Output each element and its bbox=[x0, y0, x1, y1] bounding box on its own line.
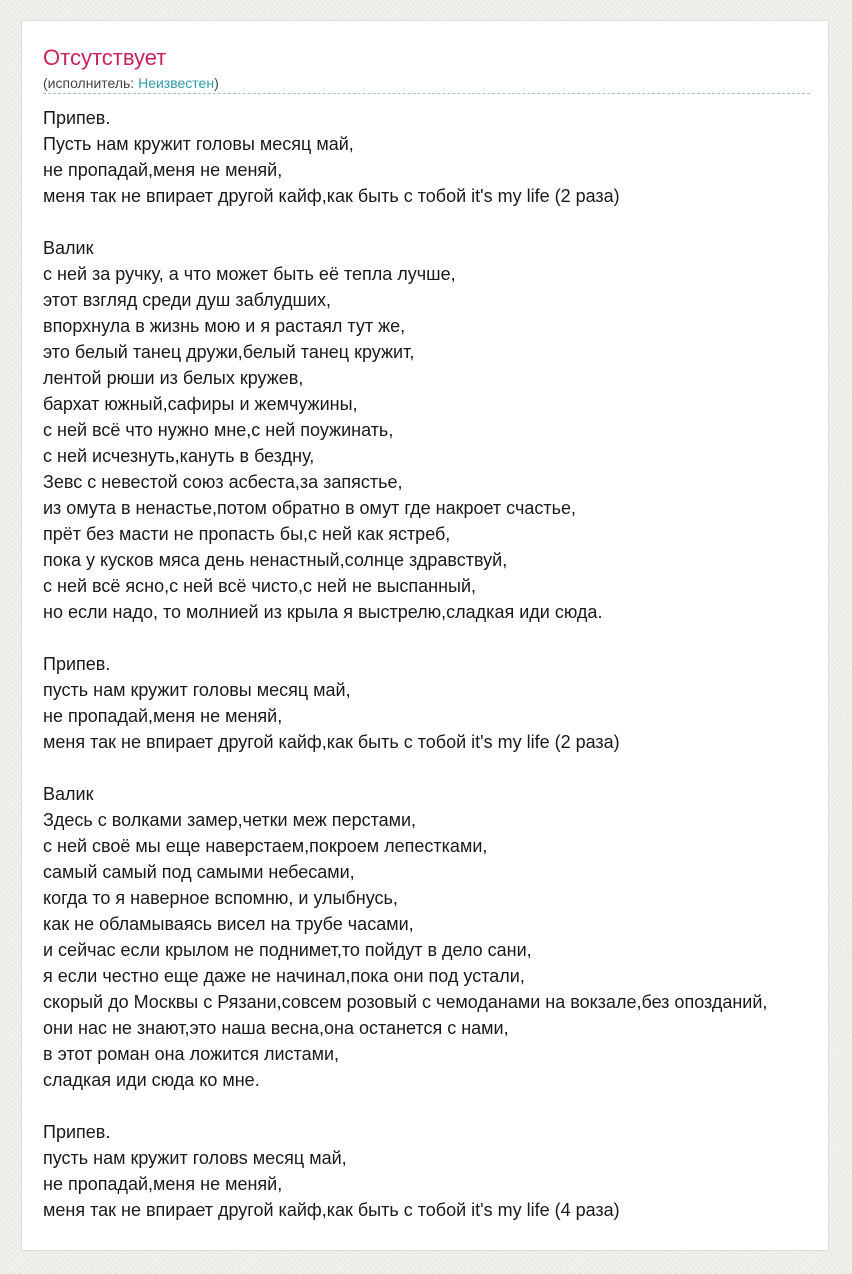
lyric-line: с ней своё мы еще наверстаем,покроем лепестками, bbox=[43, 836, 488, 856]
lyric-line: пока у кусков мяса день ненастный,солнце здравствуй, bbox=[43, 550, 508, 570]
lyrics-body bbox=[43, 105, 852, 1223]
lyrics-card bbox=[21, 20, 829, 1251]
lyric-line: Валик bbox=[43, 784, 94, 804]
lyric-line: сладкая иди сюда ко мне. bbox=[43, 1070, 260, 1090]
artist-line bbox=[43, 74, 219, 92]
lyric-line: этот взгляд среди душ заблудших, bbox=[43, 290, 332, 310]
lyric-line: Здесь с волками замер,четки меж перстами, bbox=[43, 810, 417, 830]
lyric-line: Припев. bbox=[43, 654, 111, 674]
lyric-line: лентой рюши из белых кружев, bbox=[43, 368, 304, 388]
lyric-line: когда то я наверное вспомню, и улыбнусь, bbox=[43, 888, 398, 908]
lyric-line: но если надо, то молнией из крыла я выстрелю,сладкая иди сюда. bbox=[43, 602, 603, 622]
lyric-line: с ней исчезнуть,кануть в бездну, bbox=[43, 446, 315, 466]
lyric-line: Пусть нам кружит головы месяц май, bbox=[43, 134, 354, 154]
lyric-line: самый самый под самыми небесами, bbox=[43, 862, 355, 882]
lyric-line: Припев. bbox=[43, 108, 111, 128]
lyric-line: впорхнула в жизнь мою и я растаял тут же, bbox=[43, 316, 406, 336]
artist-suffix: ) bbox=[214, 75, 219, 91]
lyric-line: меня так не впирает другой кайф,как быть с тобой it's my life (2 раза) bbox=[43, 186, 620, 206]
lyric-line: прёт без масти не пропасть бы,с ней как ястреб, bbox=[43, 524, 451, 544]
lyric-line: не пропадай,меня не меняй, bbox=[43, 1174, 283, 1194]
lyric-line: я если честно еще даже не начинал,пока они под устали, bbox=[43, 966, 525, 986]
lyric-blank-line bbox=[43, 209, 852, 235]
lyric-line: с ней за ручку, а что может быть её тепла лучше, bbox=[43, 264, 456, 284]
lyric-line: Валик bbox=[43, 238, 94, 258]
lyric-line: как не обламываясь висел на трубе часами, bbox=[43, 914, 414, 934]
lyric-line: пусть нам кружит головы месяц май, bbox=[43, 680, 351, 700]
lyric-line: меня так не впирает другой кайф,как быть с тобой it's my life (4 раза) bbox=[43, 1200, 620, 1220]
title-divider bbox=[43, 93, 810, 94]
lyric-line: с ней всё что нужно мне,с ней поужинать, bbox=[43, 420, 394, 440]
lyric-line: не пропадай,меня не меняй, bbox=[43, 706, 283, 726]
lyric-line: из омута в ненастье,потом обратно в омут где накроет счастье, bbox=[43, 498, 576, 518]
artist-prefix: (исполнитель: bbox=[43, 75, 139, 91]
lyric-line: не пропадай,меня не меняй, bbox=[43, 160, 283, 180]
lyric-line: с ней всё ясно,с ней всё чисто,с ней не выспанный, bbox=[43, 576, 477, 596]
lyric-line: меня так не впирает другой кайф,как быть с тобой it's my life (2 раза) bbox=[43, 732, 620, 752]
lyric-blank-line bbox=[43, 755, 852, 781]
lyric-blank-line bbox=[43, 625, 852, 651]
lyric-line: они нас не знают,это наша весна,она останется с нами, bbox=[43, 1018, 509, 1038]
song-title: Отсутствует bbox=[43, 45, 167, 70]
lyric-blank-line bbox=[43, 1093, 852, 1119]
lyric-line: Зевс с невестой союз асбеста,за запястье, bbox=[43, 472, 403, 492]
lyric-line: в этот роман она ложится листами, bbox=[43, 1044, 340, 1064]
lyric-line: и сейчас если крылом не поднимет,то пойдут в дело сани, bbox=[43, 940, 532, 960]
lyric-line: это белый танец дружи,белый танец кружит, bbox=[43, 342, 415, 362]
lyric-line: Припев. bbox=[43, 1122, 111, 1142]
artist-link[interactable]: Неизвестен bbox=[138, 75, 215, 91]
lyric-line: бархат южный,сафиры и жемчужины, bbox=[43, 394, 358, 414]
lyric-line: скорый до Москвы с Рязани,совсем розовый с чемоданами на вокзале,без опозданий, bbox=[43, 992, 768, 1012]
lyric-line: пусть нам кружит головs месяц май, bbox=[43, 1148, 347, 1168]
